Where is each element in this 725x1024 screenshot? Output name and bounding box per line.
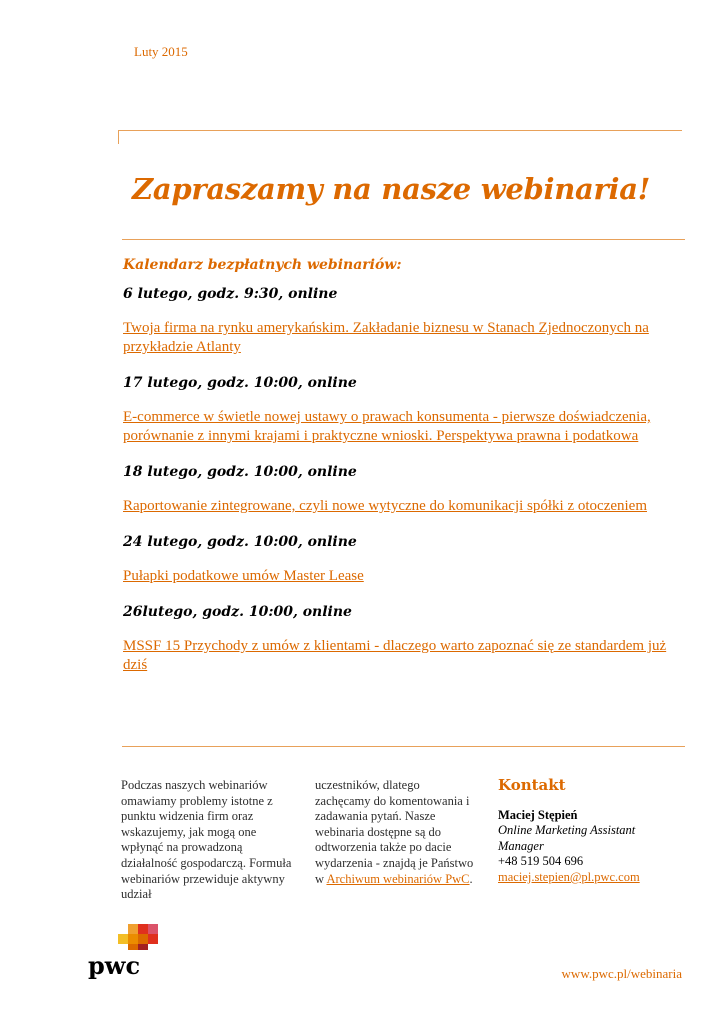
webinar-calendar [123,257,683,693]
divider-top [122,239,685,240]
contact-role: Online Marketing Assistant Manager [498,823,636,853]
event-date: 17 lutego, godz. 10:00, online [123,375,357,391]
top-rule-tick [118,130,119,144]
page-title: Zapraszamy na nasze webinaria! [132,172,651,206]
info-column-1: Podczas naszych webinariów omawiamy problemy istotne z punktu widzenia firm oraz wskazujemy, jak mogą one wpłynąć na prowadzoną działalność gospodarczą. Formuła webinariów przewiduje aktywny udział [121,778,292,902]
logo-text: pwc [88,951,141,980]
pwc-logo [88,920,168,984]
contact-name: Maciej Stępień [498,807,578,822]
event-link[interactable]: Pułapki podatkowe umów Master Lease [123,568,364,584]
pwc-logo-icon [88,920,168,984]
issue-date: Luty 2015 [134,44,188,59]
contact-heading: Kontakt [498,776,566,794]
event-link[interactable]: Twoja firma na rynku amerykańskim. Zakładanie biznesu w Stanach Zjednoczonych na przykładzie Atlanty [123,320,649,355]
calendar-heading: Kalendarz bezpłatnych webinariów: [123,257,402,273]
event-date: 26lutego, godz. 10:00, online [123,604,352,620]
info-column-2 [315,778,475,887]
event-date: 24 lutego, godz. 10:00, online [123,534,357,550]
divider-bottom [122,746,685,747]
contact-email[interactable]: maciej.stepien@pl.pwc.com [498,869,640,884]
contact-phone: +48 519 504 696 [498,854,584,869]
event-date: 18 lutego, godz. 10:00, online [123,464,357,480]
event-link[interactable]: Raportowanie zintegrowane, czyli nowe wytyczne do komunikacji spółki z otoczeniem [123,498,647,514]
event-link[interactable]: E-commerce w świetle nowej ustawy o prawach konsumenta - pierwsze doświadczenia, porównanie z innymi krajami i praktyczne wnioski. Perspektywa prawna i podatkowa [123,409,651,444]
top-rule [118,130,682,131]
website-link[interactable]: www.pwc.pl/webinaria [561,966,682,981]
archive-link[interactable]: Archiwum webinariów PwC [326,871,470,886]
contact-block [498,778,683,886]
event-link[interactable]: MSSF 15 Przychody z umów z klientami - dlaczego warto zapoznać się ze standardem już dziś [123,638,667,673]
info-column-2-text: uczestników, dlatego zachęcamy do komentowania i zadawania pytań. Nasze webinaria dostępne są do odtworzenia także po dacie wydarzenia - znajdą je Państwo w [315,778,474,886]
event-date: 6 lutego, godz. 9:30, online [123,286,338,302]
info-column-2-end: . [469,871,473,886]
